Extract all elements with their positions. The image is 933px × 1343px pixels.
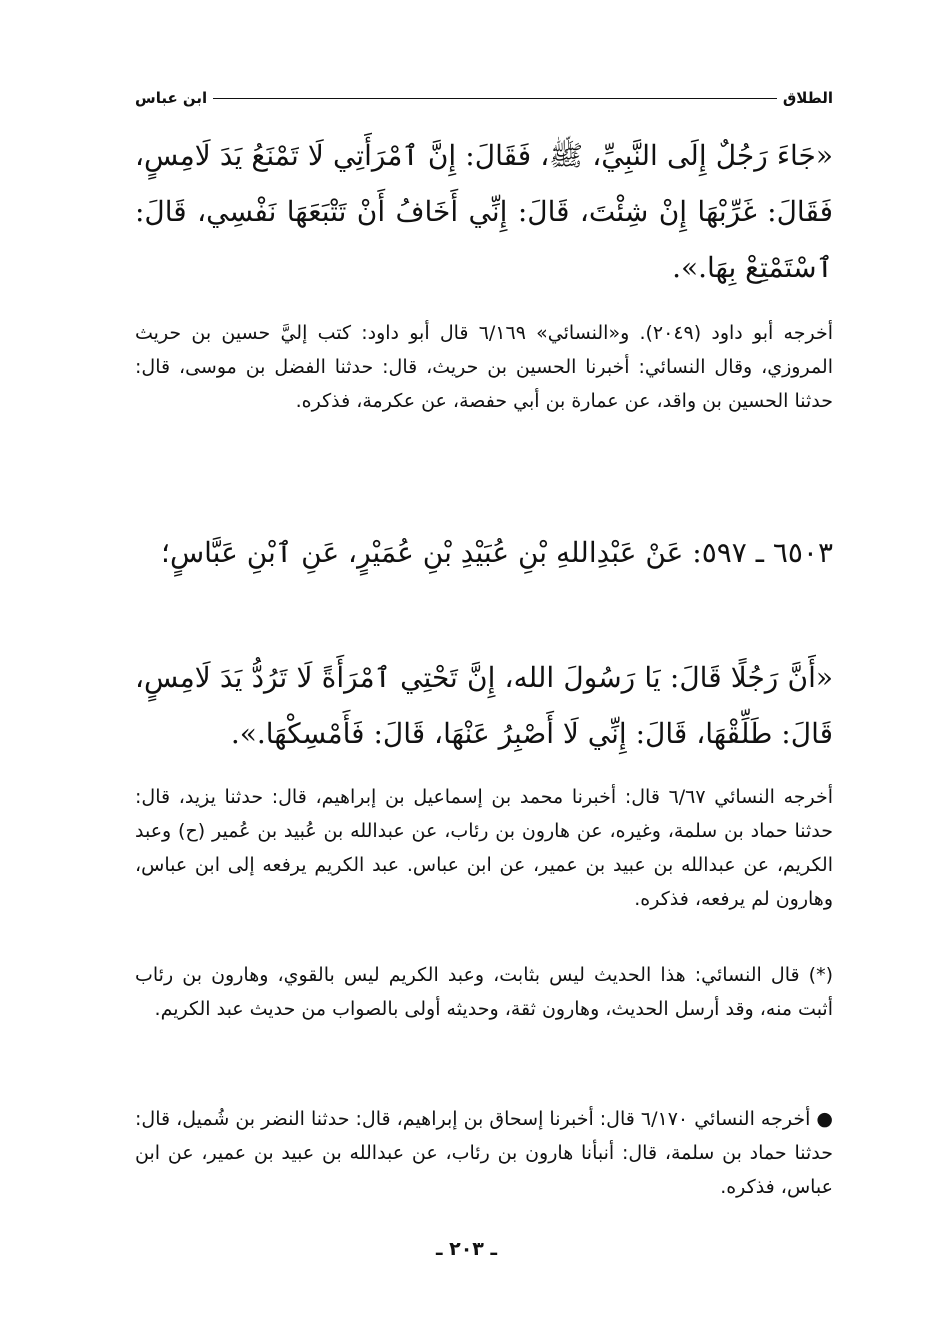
hadith-2-text: «أَنَّ رَجُلًا قَالَ: يَا رَسُولَ الله، إِنَّ تَحْتِي ٱمْرَأَةً لَا تَرُدُّ يَدَ لَامِسٍ، قَالَ: طَلِّقْهَا، قَالَ: إِنِّي لَا أَصْبِرُ عَنْهَا، قَالَ: فَأَمْسِكْهَا.». (135, 661, 833, 750)
page-number: ـ ٢٠٣ ـ (435, 1238, 497, 1260)
takhrij-1: أخرجه أبو داود (٢٠٤٩). و«النسائي» ٦/١٦٩ قال أبو داود: كتب إليَّ حسين بن حريث المروزي، وقال النسائي: أخبرنا الحسين بن حريث، قال: حدثنا الفضل بن موسى، قال: حدثنا الحسين بن واقد، عن عمارة بن أبي حفصة، عن عكرمة، فذكره. (135, 322, 833, 412)
nasai-note: (*) قال النسائي: هذا الحديث ليس بثابت، وعبد الكريم ليس بالقوي، وهارون بن رئاب أثبت منه، وقد أرسل الحديث، وهارون ثقة، وحديثه أولى بالصواب من حديث عبد الكريم. (135, 964, 833, 1020)
takhrij-2: أخرجه النسائي ٦/٦٧ قال: أخبرنا محمد بن إسماعيل بن إبراهيم، قال: حدثنا يزيد، قال: حدثنا حماد بن سلمة، وغيره، عن هارون بن رئاب، عن عبدالله بن عُبيد بن عُمير (ح) وعبد الكريم، عن عبدالله بن عبيد بن عمير، عن ابن عباس. عبد الكريم يرفعه إلى ابن عباس، وهارون لم يرفعه، فذكره. (135, 786, 834, 910)
running-header (135, 86, 833, 110)
takhrij-3: ● أخرجه النسائي ٦/١٧٠ قال: أخبرنا إسحاق بن إبراهيم، قال: حدثنا النضر بن شُميل، قال: حدثنا حماد بن سلمة، قال: أنبأنا هارون بن رئاب، عن عبدالله بن عبيد بن عمير، عن ابن عباس، فذكره. (135, 1108, 833, 1198)
narrator-name: ابن عباس (135, 89, 208, 107)
hadith-2-heading: ٦٥٠٣ ـ ٥٩٧: عَنْ عَبْدِاللهِ بْنِ عُبَيْدِ بْنِ عُمَيْرٍ، عَنِ ٱبْنِ عَبَّاسٍ؛ (161, 536, 833, 569)
header-rule (213, 98, 777, 99)
hadith-1-text: «جَاءَ رَجُلٌ إِلَى النَّبِيِّ، ﷺ، فَقَالَ: إِنَّ ٱمْرَأَتِي لَا تَمْنَعُ يَدَ لَامِسٍ، فَقَالَ: غَرِّبْهَا إِنْ شِئْتَ، قَالَ: إِنِّي أَخَافُ أَنْ تَتْبَعَهَا نَفْسِي، قَالَ: ٱسْتَمْتِعْ بِهَا.». (135, 139, 833, 284)
chapter-title: الطلاق (782, 89, 833, 107)
